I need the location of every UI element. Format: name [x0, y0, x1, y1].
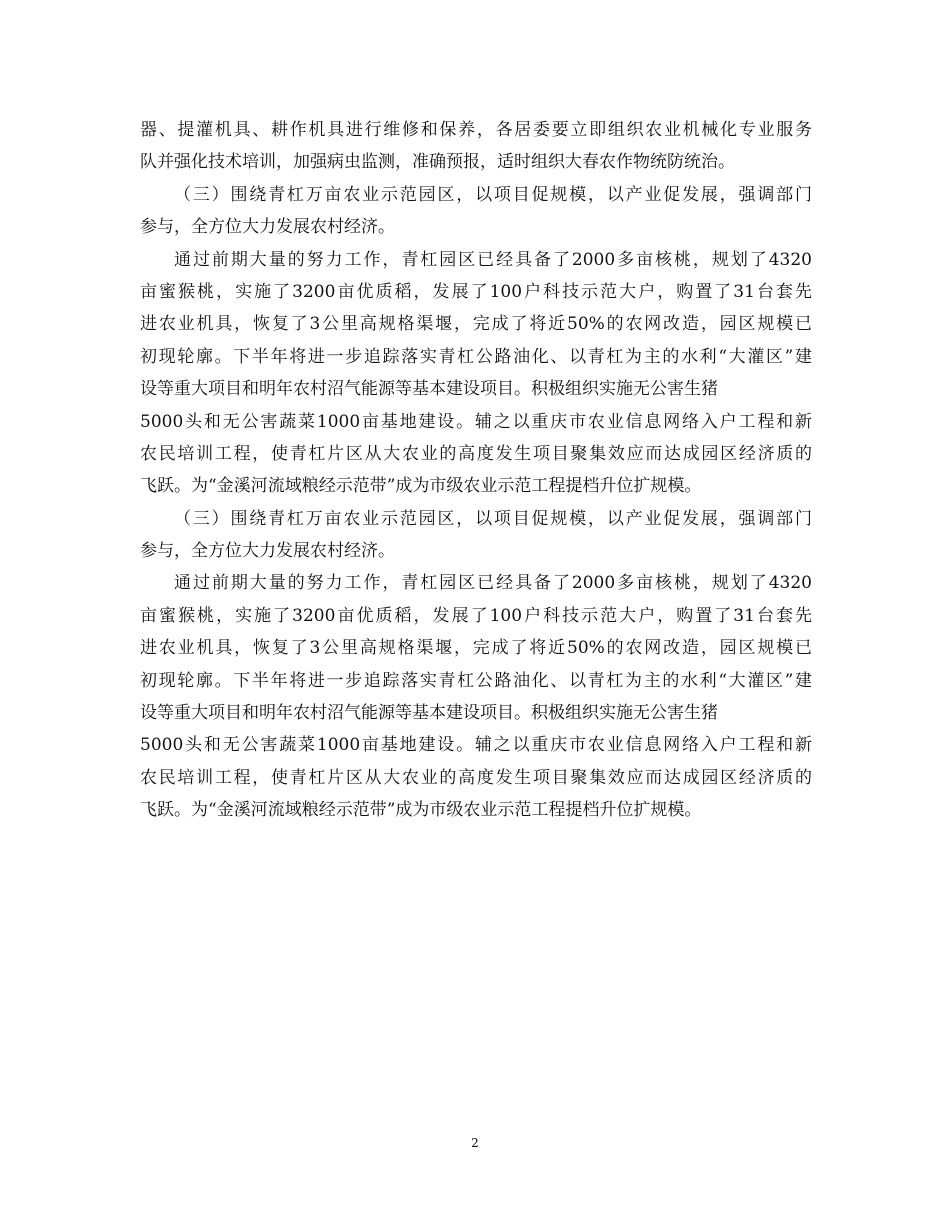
text-line: 设等重大项目和明年农村沼气能源等基本建设项目。积极组织实施无公害生猪 [140, 379, 718, 400]
text-line: 农民培训工程，使青杠片区从大农业的高度发生项目聚集效应而达成园区经济质的 [140, 767, 812, 788]
text-line: 通过前期大量的努力工作，青杠园区已经具备了2000多亩核桃，规划了4320 [174, 573, 812, 594]
section-heading-line: 参与，全方位大力发展农村经济。 [140, 217, 395, 238]
text-line: 亩蜜猴桃，实施了3200亩优质稻，发展了100户科技示范大户，购置了31台套先 [140, 281, 812, 302]
text-line: 农民培训工程，使青杠片区从大农业的高度发生项目聚集效应而达成园区经济质的 [140, 443, 812, 464]
section-heading-line: （三）围绕青杠万亩农业示范园区，以项目促规模，以产业促发展，强调部门 [174, 184, 812, 205]
text-line: 进农业机具，恢复了3公里高规格渠堰，完成了将近50%的农网改造，园区规模已 [140, 314, 812, 335]
text-line: 通过前期大量的努力工作，青杠园区已经具备了2000多亩核桃，规划了4320 [174, 249, 812, 270]
text-line: 进农业机具，恢复了3公里高规格渠堰，完成了将近50%的农网改造，园区规模已 [140, 638, 812, 659]
text-line: 飞跃。为“金溪河流域粮经示范带”成为市级农业示范工程提档升位扩规模。 [140, 800, 702, 821]
text-line: 5000头和无公害蔬菜1000亩基地建设。辅之以重庆市农业信息网络入户工程和新 [140, 411, 812, 432]
text-line: 初现轮廓。下半年将进一步追踪落实青杠公路油化、以青杠为主的水利“大灌区”建 [140, 346, 812, 367]
text-line: 亩蜜猴桃，实施了3200亩优质稻，发展了100户科技示范大户，购置了31台套先 [140, 605, 812, 626]
text-line: 设等重大项目和明年农村沼气能源等基本建设项目。积极组织实施无公害生猪 [140, 703, 718, 724]
page-number: 2 [471, 1136, 479, 1150]
text-line: 队并强化技术培训，加强病虫监测，准确预报，适时组织大春农作物统防统治。 [140, 152, 735, 173]
section-heading-line: （三）围绕青杠万亩农业示范园区，以项目促规模，以产业促发展，强调部门 [174, 508, 812, 529]
section-heading-line: 参与，全方位大力发展农村经济。 [140, 541, 395, 562]
text-line: 飞跃。为“金溪河流域粮经示范带”成为市级农业示范工程提档升位扩规模。 [140, 476, 702, 497]
text-line: 初现轮廓。下半年将进一步追踪落实青杠公路油化、以青杠为主的水利“大灌区”建 [140, 670, 812, 691]
body-text [140, 114, 812, 827]
text-line: 5000头和无公害蔬菜1000亩基地建设。辅之以重庆市农业信息网络入户工程和新 [140, 735, 812, 756]
text-line: 器、提灌机具、耕作机具进行维修和保养，各居委要立即组织农业机械化专业服务 [140, 120, 812, 140]
